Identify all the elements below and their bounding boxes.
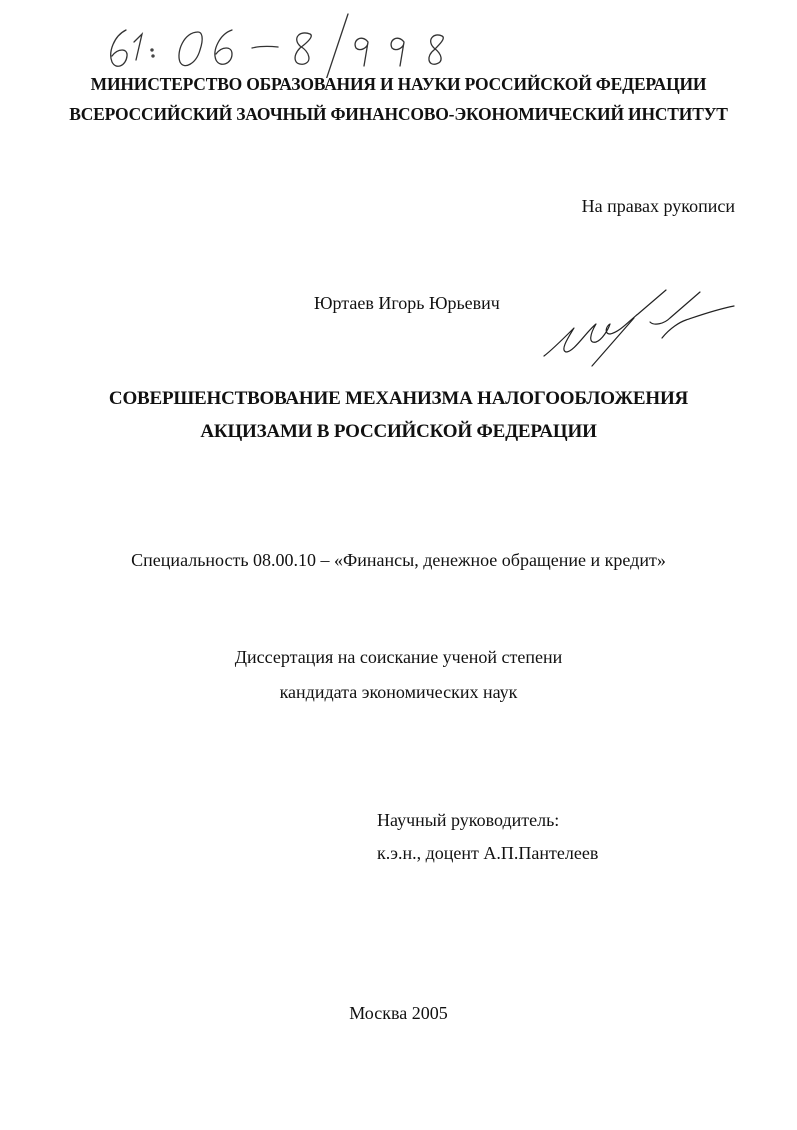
handwriting-icon: [100, 8, 480, 78]
author-name: Юртаев Игорь Юрьевич: [314, 293, 500, 313]
specialty: Специальность 08.00.10 – «Финансы, денежное обращение и кредит»: [131, 550, 666, 570]
handwritten-archive-number: [100, 8, 480, 78]
degree-line1: Диссертация на соискание ученой степени: [234, 647, 563, 667]
degree-line2: кандидата экономических наук: [279, 682, 518, 702]
ministry-header: МИНИСТЕРСТВО ОБРАЗОВАНИЯ И НАУКИ РОССИЙСКОЙ ФЕДЕРАЦИИ: [90, 74, 707, 94]
supervisor-label: Научный руководитель:: [377, 810, 560, 830]
institute-header: ВСЕРОССИЙСКИЙ ЗАОЧНЫЙ ФИНАНСОВО-ЭКОНОМИЧЕСКИЙ ИНСТИТУТ: [69, 104, 728, 124]
supervisor-name: к.э.н., доцент А.П.Пантелеев: [377, 843, 599, 863]
signature-icon: [530, 280, 750, 370]
dissertation-title-line2: АКЦИЗАМИ В РОССИЙСКОЙ ФЕДЕРАЦИИ: [200, 421, 597, 442]
city-year: Москва 2005: [349, 1003, 448, 1023]
dissertation-title-line1: СОВЕРШЕНСТВОВАНИЕ МЕХАНИЗМА НАЛОГООБЛОЖЕНИЯ: [108, 388, 689, 409]
rights-note: На правах рукописи: [581, 196, 735, 216]
